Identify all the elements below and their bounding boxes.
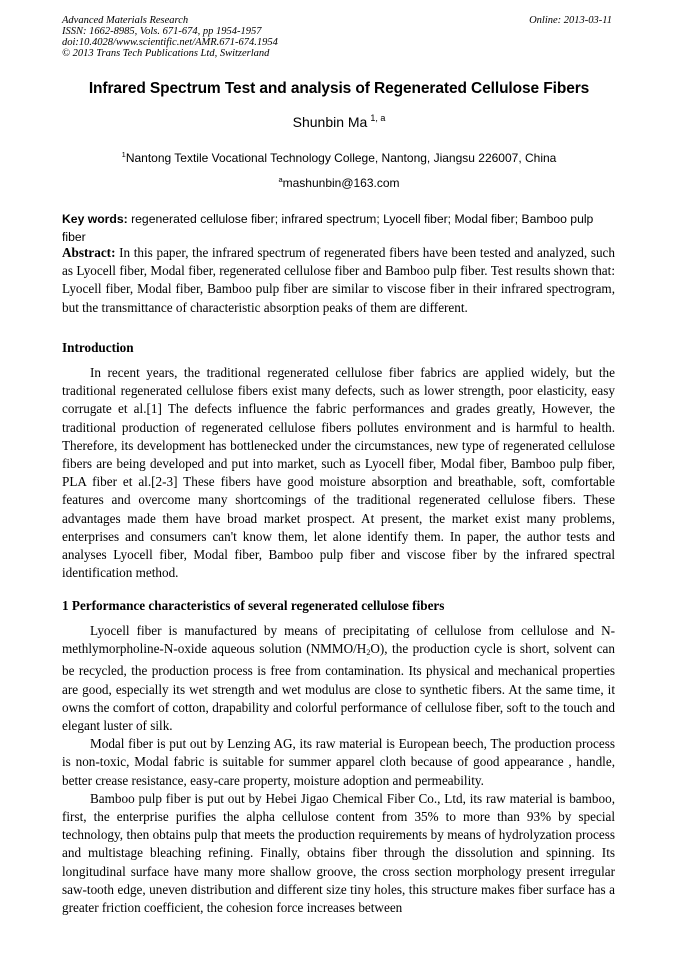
- affiliation-marker: 1: [121, 150, 126, 159]
- keywords-label: Key words:: [62, 212, 128, 226]
- email-address: mashunbin@163.com: [282, 176, 400, 190]
- lyocell-text-a: Lyocell fiber is manufactured by means of precipitating of cellulose from cellulose and N-methlymorpholine-N-oxide aqueous solution (NMMO/H: [62, 623, 615, 657]
- doi-line: doi:10.4028/www.scientific.net/AMR.671-674.1954: [62, 37, 278, 48]
- modal-paragraph: Modal fiber is put out by Lenzing AG, its raw material is European beech, The production process is non-toxic, Modal fabric is suitable for summer apparel cloth because of good appearance , handle, better crease resistance, easy-care property, moisture adoption and permeability.: [62, 736, 615, 788]
- abstract-text: In this paper, the infrared spectrum of regenerated fibers have been tested and analyzed, such as Lyocell fiber, Modal fiber, regenerated cellulose fiber and Bamboo pulp fiber. Test results shown that: Lyocell fiber, Modal fiber, Bamboo pulp fiber are similar to viscose fiber in their infrared spectrogram, but the transmittance of characteristic absorption peaks of them are different.: [62, 245, 615, 315]
- online-date: Online: 2013-03-11: [529, 15, 612, 26]
- bamboo-paragraph: Bamboo pulp fiber is put out by Hebei Jigao Chemical Fiber Co., Ltd, its raw material is bamboo, first, the enterprise purifies the alpha cellulose content from 35% to more than 93% by special technology, then obtains pulp that meets the production requirements by means of hydrolyzation process and multistage bleaching refining. Finally, obtains fiber through the dissolution and spinning. Its longitudinal surface have many more shallow groove, the cross section morphology present irregular saw-tooth edge, uneven distribution and different size tiny holes, this structure makes fiber surface has a greater friction coefficient, the cohesion force increases between: [62, 790, 615, 916]
- author-line: [0, 113, 678, 130]
- subscript-2: 2: [366, 648, 371, 658]
- introduction-heading: Introduction: [62, 340, 134, 355]
- journal-name: Advanced Materials Research: [62, 15, 189, 26]
- lyocell-text-b: O), the production cycle is short, solvent can be recycled, the production process is free from contamination. Its physical and mechanical properties are good, especially its wet strength and wet modulus are close to synthetic fibers. At the same time, it owns the comfort of cotton, drapability and colorful performance of cellulose fiber, soft to the touch and elegant luster of silk.: [62, 641, 616, 734]
- email-line: [0, 175, 678, 190]
- author-superscript: 1, a: [370, 113, 386, 123]
- keywords: [62, 210, 614, 246]
- author-name: Shunbin Ma: [292, 114, 368, 130]
- introduction-body: [62, 364, 615, 582]
- abstract-label: Abstract:: [62, 245, 116, 260]
- journal-header: [62, 15, 278, 59]
- keywords-text: regenerated cellulose fiber; infrared spectrum; Lyocell fiber; Modal fiber; Bamboo pulp fiber: [62, 212, 594, 244]
- email-marker: a: [278, 175, 283, 184]
- section1-body: [62, 622, 615, 917]
- affiliation-text: Nantong Textile Vocational Technology College, Nantong, Jiangsu 226007, China: [125, 151, 557, 165]
- affiliation: [0, 150, 678, 165]
- paper-title: Infrared Spectrum Test and analysis of Regenerated Cellulose Fibers: [88, 80, 590, 97]
- copyright-line: © 2013 Trans Tech Publications Ltd, Switzerland: [62, 48, 270, 59]
- section1-heading: 1 Performance characteristics of several regenerated cellulose fibers: [62, 598, 445, 613]
- abstract: [62, 244, 615, 317]
- issn-line: ISSN: 1662-8985, Vols. 671-674, pp 1954-1957: [62, 26, 262, 37]
- lyocell-paragraph: [62, 622, 615, 735]
- introduction-paragraph: In recent years, the traditional regenerated cellulose fiber fabrics are applied widely, but the traditional regenerated cellulose fibers exist many defects, such as lower strength, poor elasticity, easy corrugate et al.[1] The defects influence the fabric performances and grades greatly, However, the traditional production of regenerated cellulose fibers pollutes environment and is harmful to health. Therefore, its development has bottlenecked under the circumstances, new type of regenerated cellulose fibers are being developed and put into market, such as Lyocell fiber, Modal fiber, Bamboo pulp fiber, PLA fiber et al.[2-3] These fibers have good moisture absorption and breathable, soft, comfortable features and overcome many shortcomings of the traditional regenerated cellulose fibers. These advantages made them have broad market prospect. At present, the market exist many problems, enterprises and consumers can't know them, let alone identify them. In paper, the author tests and analyses Lyocell fiber, Modal fiber, Bamboo pulp fiber and viscose fiber by the infrared spectral identification method.: [62, 365, 615, 581]
